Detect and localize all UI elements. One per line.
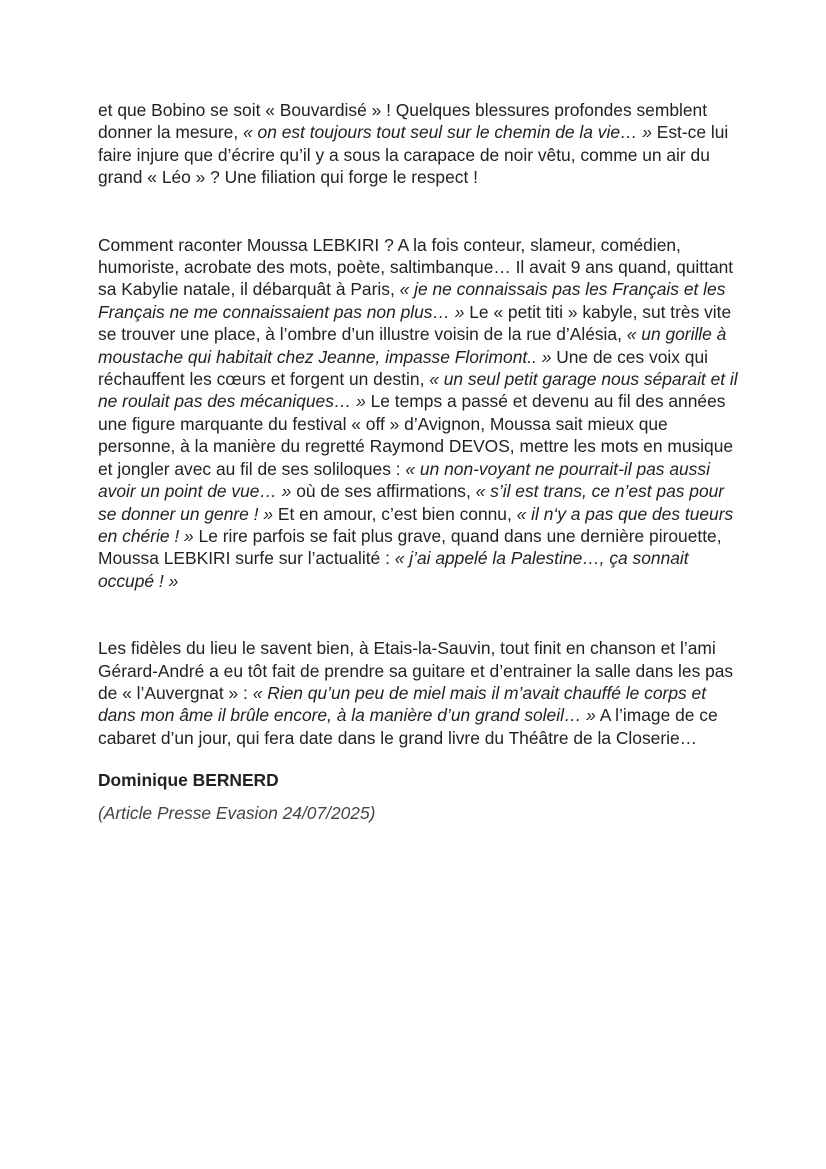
- body-text: A l’image de ce cabaret d’un jour, qui fera date dans le grand livre du Théâtre de la Closerie…: [98, 705, 718, 748]
- body-text: et que Bobino se soit « Bouvardisé » ! Quelques blessures profondes semblent donner la mesure,: [98, 100, 708, 143]
- article-page: [98, 99, 746, 824]
- body-text: où de ses affirmations,: [291, 481, 476, 502]
- body-text: Les fidèles du lieu le savent bien, à Etais-la-Sauvin, tout finit en chanson et l’ami Gérard-André a eu tôt fait de prendre sa guitare et d’entrainer la salle dans les pas de « l’Auvergnat » :: [98, 638, 734, 703]
- quote-text: « un gorille à moustache qui habitait chez Jeanne, impasse Florimont.. »: [98, 324, 727, 367]
- article-paragraph: [98, 99, 746, 189]
- body-text: Est-ce lui faire injure que d’écrire qu’il y a sous la carapace de noir vêtu, comme un air du grand « Léo » ? Une filiation qui forge le respect !: [98, 122, 729, 188]
- body-text: Le « petit titi » kabyle, sut très vite se trouver une place, à l’ombre d’un illustre voisin de la rue d’Alésia,: [98, 301, 732, 345]
- article-paragraph: [98, 637, 746, 749]
- quote-text: « je ne connaissais pas les Français et les Français ne me connaissaient pas non plus… »: [98, 279, 726, 322]
- article-paragraph: [98, 234, 746, 593]
- quote-text: « il n‘y a pas que des tueurs en chérie ! »: [98, 503, 734, 546]
- body-text: Le temps a passé et devenu au fil des années une figure marquante du festival « off » d’Avignon, Moussa sait mieux que personne, à la manière du regretté Raymond DEVOS, mettre les mots en musique et jongler avec au fil de ses soliloques :: [98, 391, 734, 479]
- body-text: Comment raconter Moussa LEBKIRI ? A la fois conteur, slameur, comédien, humoriste, acrobate des mots, poète, saltimbanque… Il avait 9 ans quand, quittant sa Kabylie natale, il débarquât à Paris,: [98, 234, 734, 300]
- author-name: Dominique BERNERD: [98, 770, 279, 791]
- quote-text: « on est toujours tout seul sur le chemin de la vie… »: [243, 122, 652, 143]
- quote-text: « j’ai appelé la Palestine…, ça sonnait occupé ! »: [98, 548, 689, 591]
- article-source: (Article Presse Evasion 24/07/2025): [98, 802, 376, 823]
- body-text: Le rire parfois se fait plus grave, quand dans une dernière pirouette, Moussa LEBKIRI surfe sur l’actualité :: [98, 525, 722, 569]
- quote-text: « un non-voyant ne pourrait-il pas aussi avoir un point de vue… »: [98, 458, 710, 502]
- quote-text: « un seul petit garage nous séparait et il ne roulait pas des mécaniques… »: [98, 369, 738, 412]
- quote-text: « s’il est trans, ce n’est pas pour se donner un genre ! »: [98, 481, 725, 524]
- quote-text: « Rien qu’un peu de miel mais il m’avait chauffé le corps et dans mon âme il brûle encore, à la manière d’un grand soleil… »: [98, 682, 707, 726]
- body-text: Une de ces voix qui réchauffent les cœurs et forgent un destin,: [98, 346, 708, 390]
- body-text: Et en amour, c’est bien connu,: [273, 503, 517, 524]
